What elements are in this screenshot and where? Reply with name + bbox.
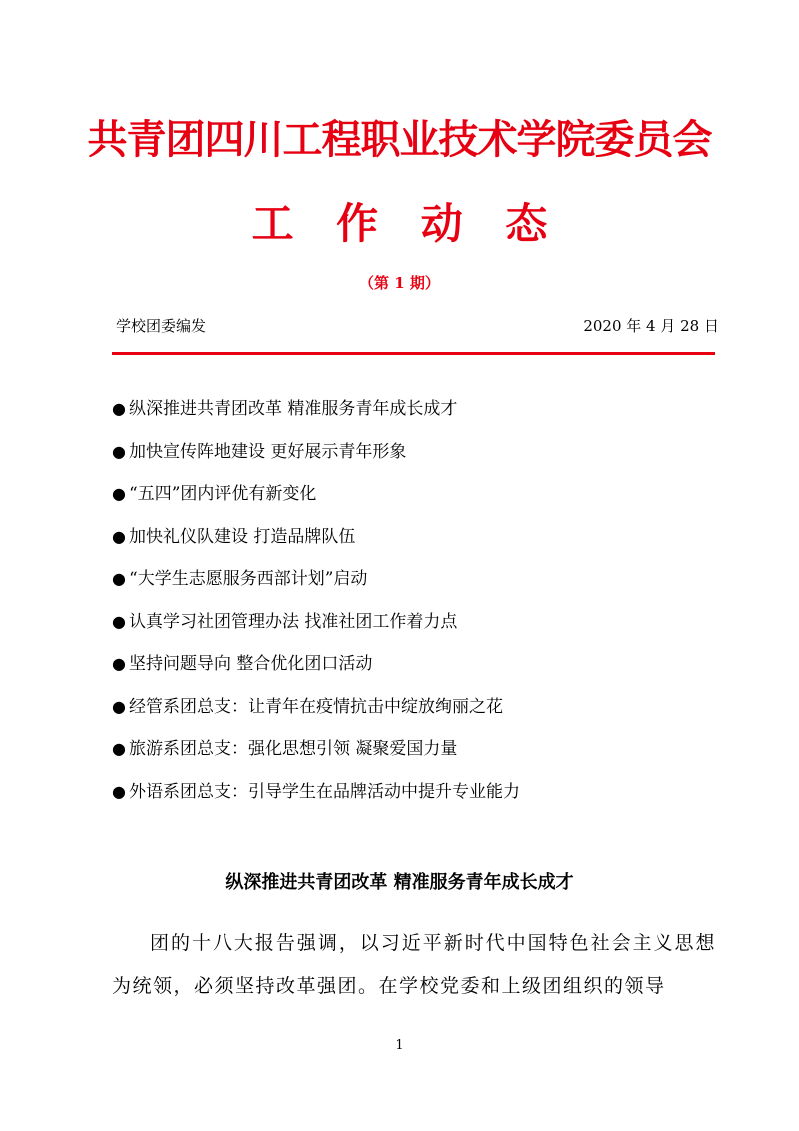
bullet-icon: ●	[112, 526, 126, 546]
article-heading: 纵深推进共青团改革 精准服务青年成长成才	[225, 872, 574, 893]
publish-date: 2020 年 4 月 28 日	[583, 317, 719, 335]
toc-item	[112, 686, 732, 729]
toc-item-label: 旅游系团总支：强化思想引领 凝聚爱国力量	[129, 739, 458, 759]
toc-item	[112, 388, 732, 431]
toc-item-label: 加快宣传阵地建设 更好展示青年形象	[129, 441, 407, 462]
bullet-icon: ●	[112, 399, 126, 418]
bullet-icon: ●	[112, 484, 126, 503]
bullet-icon: ●	[112, 654, 126, 673]
toc-item	[112, 431, 732, 474]
toc-item-label: 认真学习社团管理办法 找准社团工作着力点	[129, 611, 458, 632]
toc-item-label: 经管系团总支：让青年在疫情抗击中绽放绚丽之花	[129, 696, 503, 717]
bullet-icon: ●	[112, 696, 126, 716]
bullet-icon: ●	[112, 441, 126, 461]
bullet-icon: ●	[112, 611, 126, 631]
toc-item	[112, 643, 732, 686]
toc-item-label: 坚持问题导向 整合优化团口活动	[129, 654, 373, 674]
bullet-icon: ●	[112, 739, 126, 758]
article-paragraph: 团的十八大报告强调，以习近平新时代中国特色社会主义思想为统领，必须坚持改革强团。在学校党委和上级团组织的领导	[112, 932, 716, 997]
toc-item	[112, 728, 732, 771]
toc-item-label: 纵深推进共青团改革 精准服务青年成长成才	[129, 399, 458, 419]
page-number: 1	[395, 1038, 404, 1053]
toc-item	[112, 771, 732, 814]
meta-row	[116, 314, 719, 338]
red-divider	[112, 352, 715, 355]
bulletin-title: 工 作 动 态	[251, 199, 562, 248]
issue-number: （第 1 期）	[359, 274, 440, 292]
bullet-icon: ●	[112, 781, 126, 801]
toc-item	[112, 601, 732, 644]
toc-item	[112, 516, 732, 559]
bullet-icon: ●	[112, 569, 126, 588]
toc-item-label: “五四”团内评优有新变化	[129, 484, 317, 504]
toc-item	[112, 558, 732, 601]
toc-item-label: 外语系团总支：引导学生在品牌活动中提升专业能力	[129, 781, 520, 802]
toc-item	[112, 473, 732, 516]
table-of-contents	[112, 388, 732, 813]
toc-item-label: 加快礼仪队建设 打造品牌队伍	[129, 526, 356, 547]
organization-title: 共青团四川工程职业技术学院委员会	[87, 117, 712, 163]
editor-label: 学校团委编发	[116, 317, 207, 335]
toc-item-label: “大学生志愿服务西部计划”启动	[129, 569, 368, 589]
